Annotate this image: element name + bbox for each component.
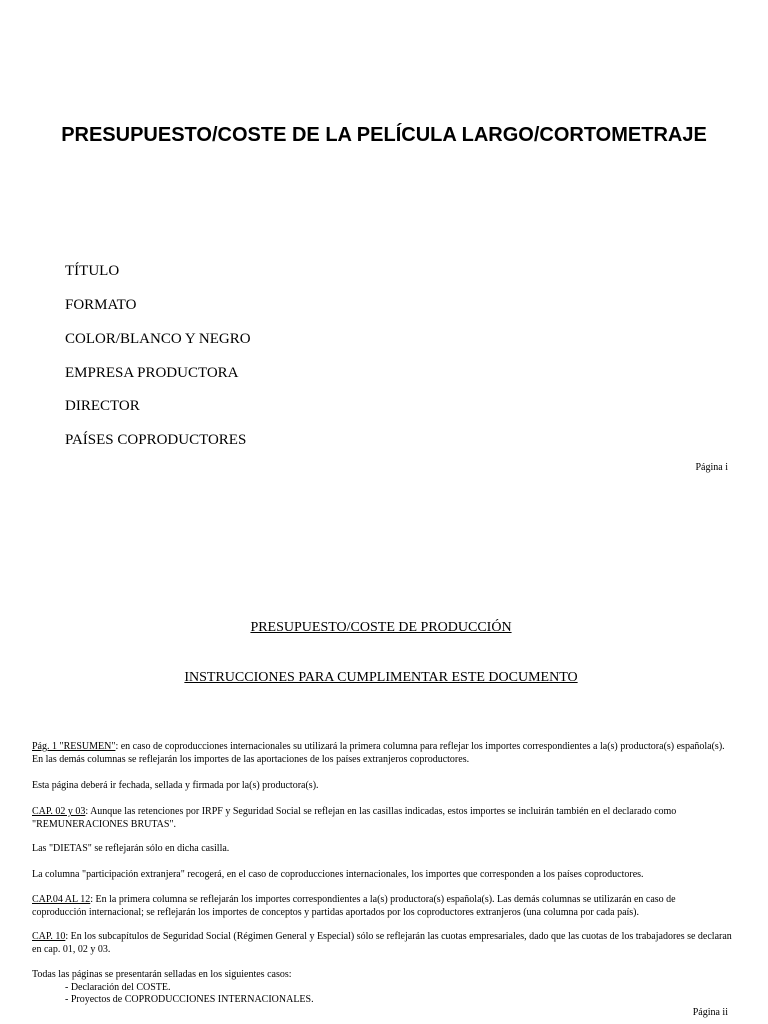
instruction-sellado	[32, 969, 732, 1007]
field-empresa-productora: EMPRESA PRODUCTORA	[65, 365, 239, 381]
field-director: DIRECTOR	[65, 398, 140, 414]
page-number: Página ii	[692, 1007, 728, 1018]
instruction-cap-04-12	[32, 894, 732, 919]
instruction-text: Esta página deberá ir fechada, sellada y firmada por la(s) productora(s).	[32, 780, 319, 791]
field-color: COLOR/BLANCO Y NEGRO	[65, 331, 251, 347]
list-item: - Declaración del COSTE.	[65, 981, 171, 993]
instruction-text: : En los subcapítulos de Seguridad Social (Régimen General y Especial) sólo se reflejarán las cuotas empresariales, dado que las cuotas de los trabajadores se declaran en cap. 01, 02 y 03.	[32, 931, 732, 955]
instruction-text: Todas las páginas se presentarán selladas en los siguientes casos:	[32, 969, 292, 980]
section-subtitle: INSTRUCCIONES PARA CUMPLIMENTAR ESTE DOCUMENTO	[184, 670, 578, 685]
field-formato: FORMATO	[65, 297, 137, 313]
page-number: Página i	[695, 462, 728, 473]
instruction-label: CAP.04 AL 12	[32, 894, 91, 905]
instruction-label: CAP. 02 y 03	[32, 806, 86, 817]
list-item: - Proyectos de COPRODUCCIONES INTERNACIONALES.	[65, 994, 314, 1005]
instruction-resumen	[32, 741, 732, 766]
section-title: PRESUPUESTO/COSTE DE PRODUCCIÓN	[250, 620, 512, 635]
instruction-dietas	[32, 843, 732, 856]
field-titulo: TÍTULO	[65, 263, 120, 279]
instruction-text: La columna "participación extranjera" recogerá, en el caso de coproducciones internacionales, los importes que corresponden a los países coproductores.	[32, 869, 644, 880]
instruction-text: Las "DIETAS" se reflejarán sólo en dicha casilla.	[32, 843, 230, 854]
instruction-text: : Aunque las retenciones por IRPF y Seguridad Social se reflejan en las casillas indicadas, estos importes se incluirán también en el declarado como "REMUNERACIONES BRUTAS".	[32, 806, 677, 830]
instruction-firma	[32, 780, 732, 793]
instruction-cap-10	[32, 931, 732, 956]
document-title: PRESUPUESTO/COSTE DE LA PELÍCULA LARGO/CORTOMETRAJE	[61, 124, 707, 146]
instruction-label: Pág. 1 "RESUMEN"	[32, 741, 116, 752]
instruction-text: : en caso de coproducciones internacionales su utilizará la primera columna para reflejar los importes correspondientes a la(s) productora(s) española(s). En las demás columnas se reflejarán los importes de las aportaciones de los países extranjeros coproductores.	[32, 741, 725, 765]
instruction-participacion	[32, 869, 732, 882]
instruction-cap-02-03	[32, 806, 732, 831]
field-paises-coproductores: PAÍSES COPRODUCTORES	[65, 432, 247, 448]
instruction-label: CAP. 10	[32, 931, 66, 942]
instruction-text: : En la primera columna se reflejarán los importes correspondientes a la(s) productora(s) española(s). Las demás columnas se utilizarán en caso de coproducción internacional; se reflejarán los importes de conceptos y partidas aportados por los coproductores extranjeros (una columna por cada país).	[32, 894, 676, 918]
